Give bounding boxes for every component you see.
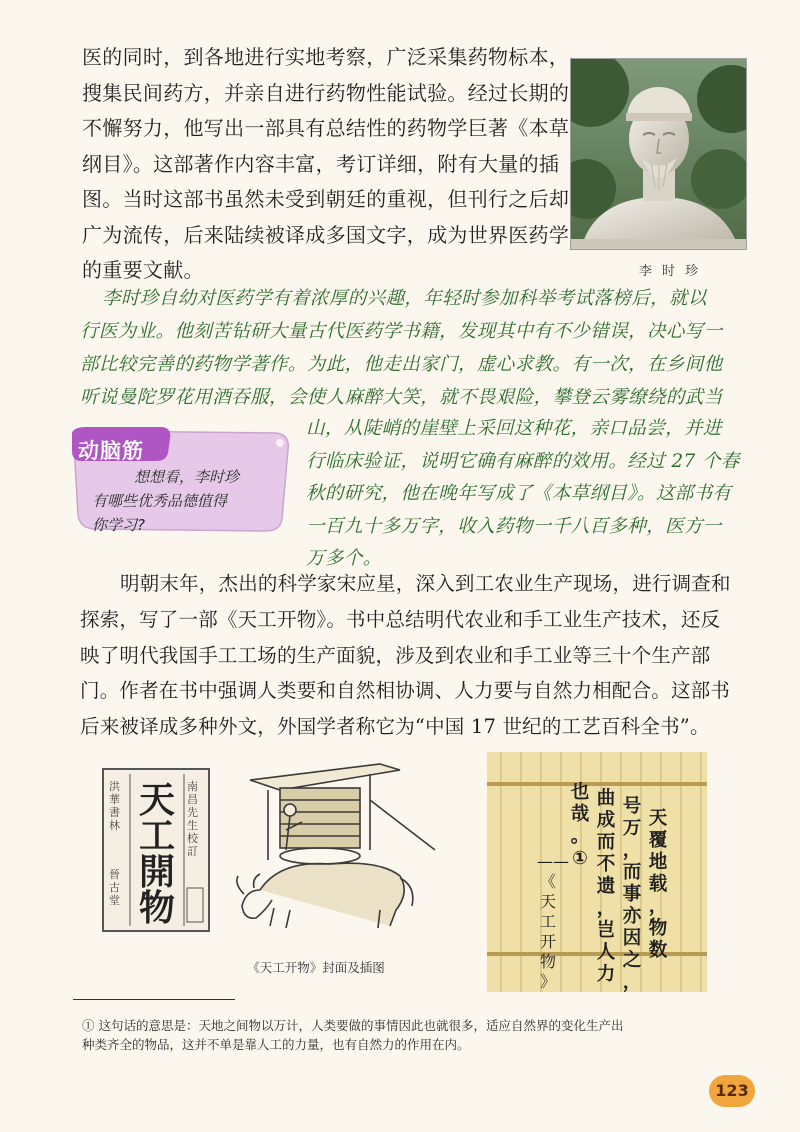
portrait-caption: 李 时 珍	[638, 264, 702, 279]
paragraph-line: 不懈努力，他写出一部具有总结性的药物学巨著《本草	[82, 116, 570, 140]
think-box	[70, 425, 292, 535]
story-line: 部比较完善的药物学著作。为此，他走出家门，虚心求教。有一次，在乡间他	[80, 354, 723, 375]
scroll-char: 而	[622, 862, 642, 883]
ox-millstone-illustration	[220, 760, 440, 935]
scroll-char: 《	[539, 872, 556, 891]
paragraph-line: 探索，写了一部《天工开物》。书中总结明代农业和手工业生产技术，还反	[80, 607, 721, 631]
paragraph-line: 纲目》。这部著作内容丰富，考订详细，附有大量的插	[82, 151, 560, 176]
scroll-char: 》	[539, 972, 556, 991]
scroll-char: 天	[539, 892, 556, 911]
scroll-column-1	[647, 808, 669, 962]
scroll-char: 而	[596, 832, 616, 853]
scroll-char: 数	[648, 940, 668, 961]
scroll-char: 岂	[596, 920, 616, 941]
think-line: 你学习?	[92, 516, 145, 534]
scroll-char: 。	[570, 826, 590, 847]
cover-title-char: 開	[139, 851, 176, 893]
scroll-char: ①	[572, 848, 588, 869]
scroll-char: 开	[539, 932, 556, 951]
paragraph-line: 医的同时，到各地进行实地考察，广泛采集药物标本，	[82, 45, 570, 69]
scroll-char: ——	[537, 852, 569, 871]
scroll-char: 亦	[622, 906, 642, 927]
scroll-char: 力	[596, 964, 616, 985]
scroll-column-4	[569, 782, 591, 870]
cover-char: 洪 華 書 林	[109, 780, 120, 832]
paragraph-1	[82, 40, 570, 289]
scroll-char: 也	[570, 782, 590, 803]
scroll-char: 万	[622, 818, 642, 839]
story-line: 秋的研究，他在晚年写成了《本草纲目》。这部书有	[306, 483, 732, 504]
story-line: 行临床验证，说明它确有麻醉的效用。经过 27 个春	[306, 450, 740, 472]
paragraph-line: 广为流传，后来陆续被译成多国文字，成为世界医药学	[82, 222, 570, 247]
cover-char: 南 昌 先 生 校 訂	[187, 780, 198, 858]
think-box-title: 动脑筋	[78, 439, 144, 463]
scroll-char: 不	[596, 854, 616, 875]
scroll-char: 曲	[596, 788, 616, 809]
paragraph-2	[80, 566, 760, 745]
think-line: 有哪些优秀品德值得	[92, 492, 228, 510]
cover-left-column	[109, 780, 125, 832]
scroll-char: 人	[596, 942, 616, 963]
scroll-char: ，	[648, 896, 668, 917]
story-line: 行医为业。他刻苦钻研大量古代医药学书籍，发现其中有不少错误，决心写一	[80, 321, 723, 342]
bamboo-scroll-quote	[487, 752, 707, 992]
scroll-column-2	[621, 796, 643, 994]
scroll-char: 物	[539, 952, 556, 971]
scroll-char: 因	[622, 928, 642, 949]
figure-caption: 《天工开物》封面及插图	[247, 960, 385, 975]
scroll-char: 之	[622, 950, 642, 971]
story-text-side	[306, 413, 761, 576]
scroll-char: ，	[596, 898, 616, 919]
cover-title-char: 工	[139, 815, 176, 857]
statue-bust-illustration	[571, 59, 746, 249]
paragraph-line: 图。当时这部书虽然未受到朝廷的重视，但刊行之后却	[82, 187, 570, 211]
cover-left-column-bottom	[109, 868, 125, 907]
scroll-char: 遗	[596, 876, 616, 897]
scroll-char: 工	[539, 912, 556, 931]
scroll-char: 哉	[570, 804, 590, 825]
paragraph-line: 搜集民间药方，并亲自进行药物性能试验。经过长期的	[82, 80, 570, 105]
tiangong-kaiwu-cover	[102, 768, 210, 932]
footnote-divider	[73, 999, 235, 1000]
scroll-source	[537, 852, 569, 992]
cover-title-char: 物	[139, 887, 176, 929]
story-text-top	[80, 282, 760, 414]
paragraph-line: 明朝末年，杰出的科学家宋应星，深入到工农业生产现场，进行调查和	[120, 572, 731, 595]
scroll-column-3	[595, 788, 617, 986]
scroll-char: 覆	[648, 830, 668, 851]
footnote	[82, 1016, 772, 1054]
scroll-char: 号	[622, 796, 642, 817]
footnote-line: 种类齐全的物品，这并不单是靠人工的力量，也有自然力的作用在内。	[82, 1037, 470, 1052]
story-line: 李时珍自幼对医药学有着浓厚的兴趣，年轻时参加科举考试落榜后，就以	[102, 288, 707, 309]
li-shizhen-portrait	[570, 58, 747, 250]
cover-char: 晉 古 堂	[109, 868, 120, 907]
story-line: 一百九十多万字，收入药物一千八百多种，医方一	[306, 515, 722, 537]
story-line: 万多个。	[306, 548, 382, 569]
scroll-char: 地	[648, 852, 668, 873]
paragraph-line: 映了明代我国手工工场的生产面貌，涉及到农业和手工业等三十个生产部	[80, 643, 711, 667]
story-line: 听说曼陀罗花用酒吞服，会使人麻醉大笑，就不畏艰险，攀登云雾缭绕的武当	[80, 387, 723, 408]
cover-right-column	[187, 780, 203, 858]
scroll-char: 事	[622, 884, 642, 905]
cover-title	[139, 779, 183, 929]
scroll-char: 物	[648, 918, 668, 939]
page-number-badge: 123	[709, 1075, 755, 1107]
scroll-char: 载	[648, 874, 668, 895]
ox-drawing	[220, 760, 440, 935]
paragraph-line: 后来被译成多种外文，外国学者称它为“中国 17 世纪的工艺百科全书”。	[80, 715, 710, 739]
cover-title-char: 天	[139, 779, 176, 821]
scroll-char: 天	[648, 808, 668, 829]
think-box-text	[92, 465, 282, 537]
scroll-char: ，	[622, 840, 642, 861]
paragraph-line: 门。作者在书中强调人类要和自然相协调、人力要与自然力相配合。这部书	[80, 679, 731, 703]
footnote-line: ① 这句话的意思是：天地之间物以万计，人类要做的事情因此也就很多，适应自然界的变化生产出	[82, 1018, 624, 1033]
think-line: 想想看，李时珍	[134, 468, 240, 486]
scroll-char: ，	[622, 972, 642, 993]
story-line: 山，从陡峭的崖壁上采回这种花，亲口品尝，并进	[306, 418, 722, 439]
paragraph-line: 的重要文献。	[82, 258, 204, 282]
scroll-char: 成	[596, 810, 616, 831]
